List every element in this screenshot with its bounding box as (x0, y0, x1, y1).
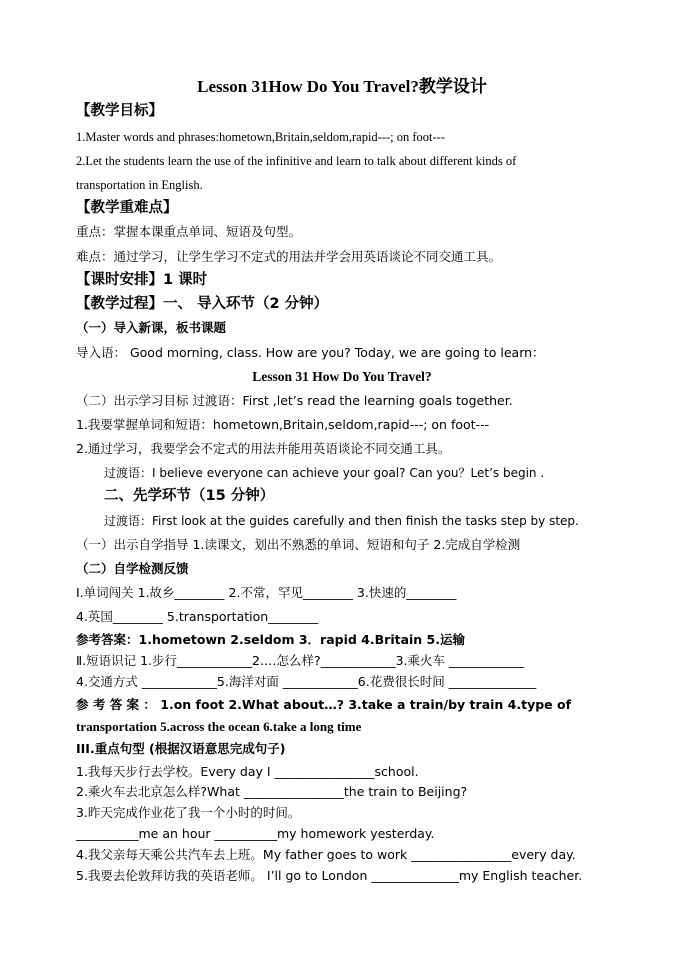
sentences-heading: III.重点句型 (根据汉语意思完成句子) (76, 741, 286, 756)
word-exercise-row-1: Ⅰ.单词闯关 1.故乡________ 2.不常，罕见________ 3.快速的________ (76, 585, 457, 600)
transition-1: 过渡语：I believe everyone can achieve your goal? Can you？Let’s begin . (104, 466, 545, 480)
sentence-3-blank: __________me an hour __________my homework yesterday. (76, 826, 435, 841)
section-heading-process: 【教学过程】一、 导入环节（2 分钟） (76, 296, 329, 312)
goal-2: 2.通过学习，我要学会不定式的用法并能用英语谈论不同交通工具。 (76, 441, 451, 456)
document-title: Lesson 31How Do You Travel?教学设计 (197, 77, 487, 96)
sentence-2: 2.乘火车去北京怎么样?What ________________the train to Beijing? (76, 784, 468, 799)
guide-line: （一）出示自学指导 1.读课文，划出不熟悉的单词、短语和句子 2.完成自学检测 (76, 537, 521, 552)
sentence-3: 3.昨天完成作业花了我一个小时的时间。 (76, 805, 301, 820)
objective-2: 2.Let the students learn the use of the infinitive and learn to talk about different kinds of (76, 154, 517, 168)
objective-1: 1.Master words and phrases:hometown,Britain,seldom,rapid---; on foot--- (76, 130, 446, 144)
sentence-4: 4.我父亲每天乘公共汽车去上班。My father goes to work ________________every day. (76, 847, 576, 862)
word-exercise-row-2: 4.英国________ 5.transportation________ (76, 609, 319, 624)
difficult-point: 难点：通过学习，让学生学习不定式的用法并学会用英语谈论不同交通工具。 (76, 249, 502, 264)
intro-talk: 导入语： Good morning, class. How are you? Today, we are going to learn： (76, 345, 545, 360)
key-point: 重点：掌握本课重点单词、短语及句型。 (76, 224, 302, 239)
section-heading-objectives: 【教学目标】 (76, 103, 163, 119)
answers-words: 参考答案：1.hometown 2.seldom 3．rapid 4.Britain 5.运输 (76, 632, 466, 647)
answers-phrases-cont: transportation 5.across the ocean 6.take a long time (76, 719, 362, 734)
phrase-exercise-row-2: 4.交通方式 ____________5.海洋对面 ____________6.花费很长时间 ______________ (76, 674, 537, 689)
section-heading-schedule: 【课时安排】1 课时 (76, 272, 208, 288)
phrase-exercise-row-1: Ⅱ.短语识记 1.步行____________2.…怎么样?____________3.乘火车 ____________ (76, 653, 524, 668)
objective-2-cont: transportation in English. (76, 178, 203, 192)
goal-1: 1.我要掌握单词和短语：hometown,Britain,seldom,rapid---; on foot--- (76, 417, 490, 432)
transition-2: 过渡语：First look at the guides carefully and then finish the tasks step by step. (104, 514, 579, 528)
sentence-5: 5.我要去伦敦拜访我的英语老师。 I’ll go to London ______________my English teacher. (76, 868, 583, 883)
goals-line: （二）出示学习目标 过渡语：First ,let’s read the learning goals together. (76, 393, 513, 408)
lesson-title: Lesson 31 How Do You Travel? (252, 369, 432, 384)
section-heading-keypoints: 【教学重难点】 (76, 200, 178, 216)
intro-subheading: （一）导入新课，板书课题 (76, 320, 227, 335)
sentence-1: 1.我每天步行去学校。Every day I ________________school. (76, 764, 419, 779)
section-heading-prestudy: 二、先学环节（15 分钟） (104, 488, 275, 504)
feedback-heading: （二）自学检测反馈 (76, 561, 189, 576)
answers-phrases: 参 考 答 案 ： 1.on foot 2.What about…? 3.take a train/by train 4.type of (76, 697, 572, 712)
